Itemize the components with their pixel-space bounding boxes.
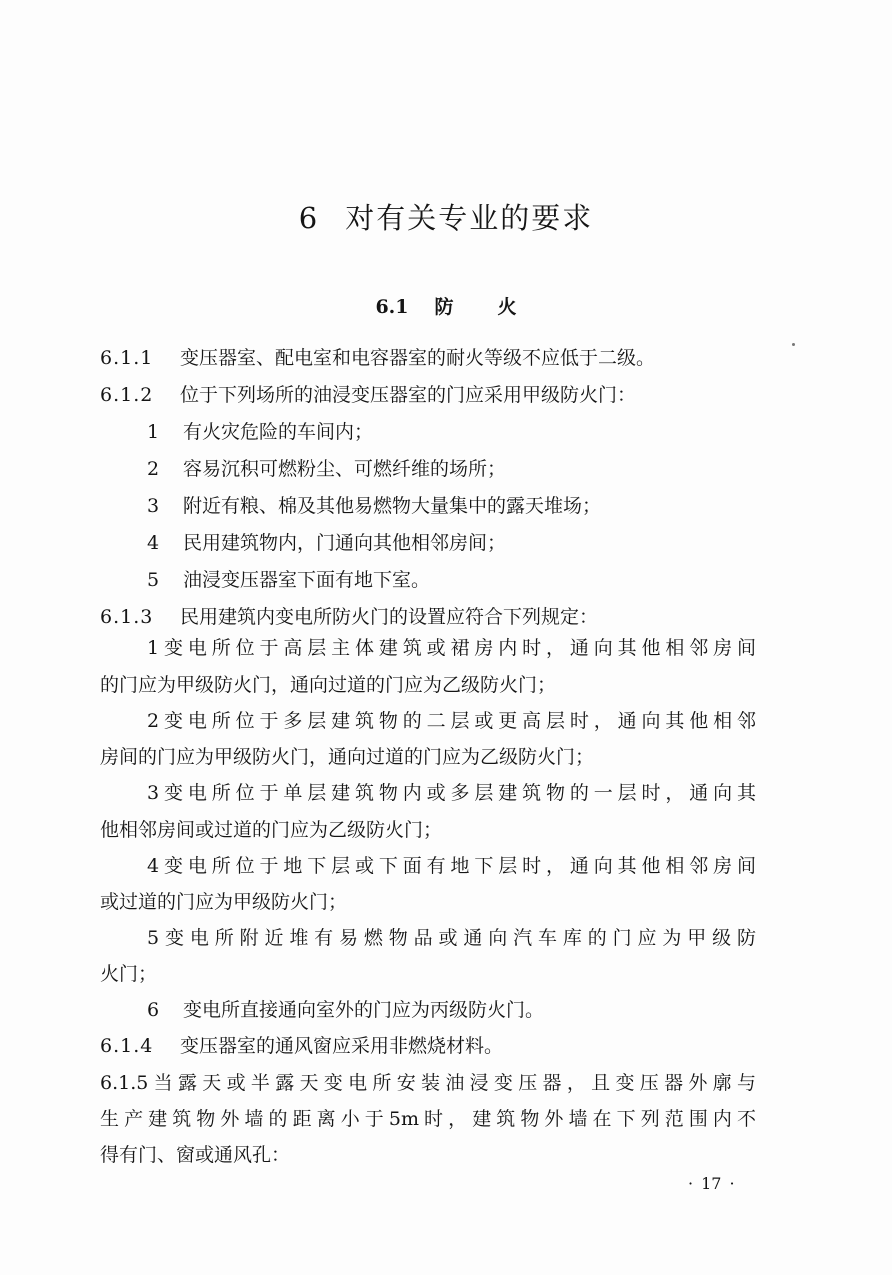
clause-number: 6.1.1 <box>100 347 154 369</box>
clause-continuation: 生产建筑物外墙的距离小于5m时，建筑物外墙在下列范围内不 <box>100 1108 756 1130</box>
footer-dot-left: · <box>688 1174 694 1193</box>
list-item <box>147 568 430 592</box>
chapter-name: 对有关专业的要求 <box>345 201 594 235</box>
item-text: 变电所位于地下层或下面有地下层时，通向其他相邻房间 <box>159 855 756 877</box>
item-text: 民用建筑物内，门通向其他相邻房间； <box>183 532 507 554</box>
item-number: 5 <box>147 569 160 591</box>
sub-item-continuation: 火门； <box>100 963 158 985</box>
clause-number: 6.1.4 <box>100 1035 154 1057</box>
item-number: 3 <box>147 495 160 517</box>
sub-item-line <box>147 781 756 805</box>
item-number: 4 <box>147 532 160 554</box>
item-number: 5 <box>147 927 160 949</box>
item-text: 有火灾危险的车间内； <box>183 421 374 443</box>
clause-6-1-3 <box>100 605 598 629</box>
clause-text: 民用建筑内变电所防火门的设置应符合下列规定： <box>180 606 599 628</box>
item-number: 1 <box>147 421 160 443</box>
chapter-number: 6 <box>298 201 320 235</box>
sub-item-continuation: 他相邻房间或过道的门应为乙级防火门； <box>100 819 443 841</box>
sub-item-continuation: 或过道的门应为甲级防火门； <box>100 891 348 913</box>
clause-number: 6.1.5 <box>100 1072 149 1094</box>
clause-number: 6.1.3 <box>100 606 154 628</box>
sub-item-line <box>147 709 756 733</box>
item-number: 2 <box>147 458 160 480</box>
item-text: 变电所附近堆有易燃物品或通向汽车库的门应为甲级防 <box>159 927 756 949</box>
item-number: 1 <box>147 637 160 659</box>
chapter-title <box>0 196 892 237</box>
clause-number: 6.1.2 <box>100 384 154 406</box>
sub-item-line <box>147 636 756 660</box>
sub-item-line <box>147 854 756 878</box>
section-number: 6.1 <box>375 296 409 318</box>
item-text: 变电所直接通向室外的门应为丙级防火门。 <box>183 999 545 1021</box>
clause-text: 变压器室的通风窗应采用非燃烧材料。 <box>180 1035 504 1057</box>
section-title <box>0 292 892 319</box>
item-number: 4 <box>147 855 160 877</box>
clause-6-1-5 <box>100 1071 756 1095</box>
clause-continuation: 得有门、窗或通风孔： <box>100 1144 291 1166</box>
item-text: 容易沉积可燃粉尘、可燃纤维的场所； <box>183 458 507 480</box>
scan-speck <box>792 343 795 346</box>
list-item <box>147 494 601 518</box>
sub-item-continuation: 房间的门应为甲级防火门，通向过道的门应为乙级防火门； <box>100 746 595 768</box>
footer-dot-right: · <box>729 1174 735 1193</box>
item-number: 2 <box>147 710 160 732</box>
item-text: 变电所位于高层主体建筑或裙房内时，通向其他相邻房间 <box>159 637 756 659</box>
clause-text: 位于下列场所的油浸变压器室的门应采用甲级防火门： <box>180 384 637 406</box>
list-item <box>147 531 506 555</box>
list-item <box>147 457 506 481</box>
item-text: 油浸变压器室下面有地下室。 <box>183 569 431 591</box>
section-name: 防火 <box>434 296 561 318</box>
page-number <box>680 1174 743 1193</box>
item-text: 变电所位于单层建筑物内或多层建筑物的一层时，通向其 <box>159 782 756 804</box>
clause-text: 变压器室、配电室和电容器室的耐火等级不应低于二级。 <box>180 347 656 369</box>
clause-text: 当露天或半露天变电所安装油浸变压器，且变压器外廓与 <box>148 1072 756 1094</box>
sub-item-line <box>147 926 756 950</box>
item-text: 变电所位于多层建筑物的二层或更高层时，通向其他相邻 <box>159 710 756 732</box>
item-number: 6 <box>147 999 160 1021</box>
sub-item-continuation: 的门应为甲级防火门，通向过道的门应为乙级防火门； <box>100 674 557 696</box>
clause-6-1-2 <box>100 383 636 407</box>
clause-6-1-1 <box>100 346 655 370</box>
list-item <box>147 420 373 444</box>
sub-item-line <box>147 998 544 1022</box>
item-text: 附近有粮、棉及其他易燃物大量集中的露天堆场； <box>183 495 602 517</box>
item-number: 3 <box>147 782 160 804</box>
clause-6-1-4 <box>100 1034 503 1058</box>
page-number-value: 17 <box>701 1174 722 1193</box>
